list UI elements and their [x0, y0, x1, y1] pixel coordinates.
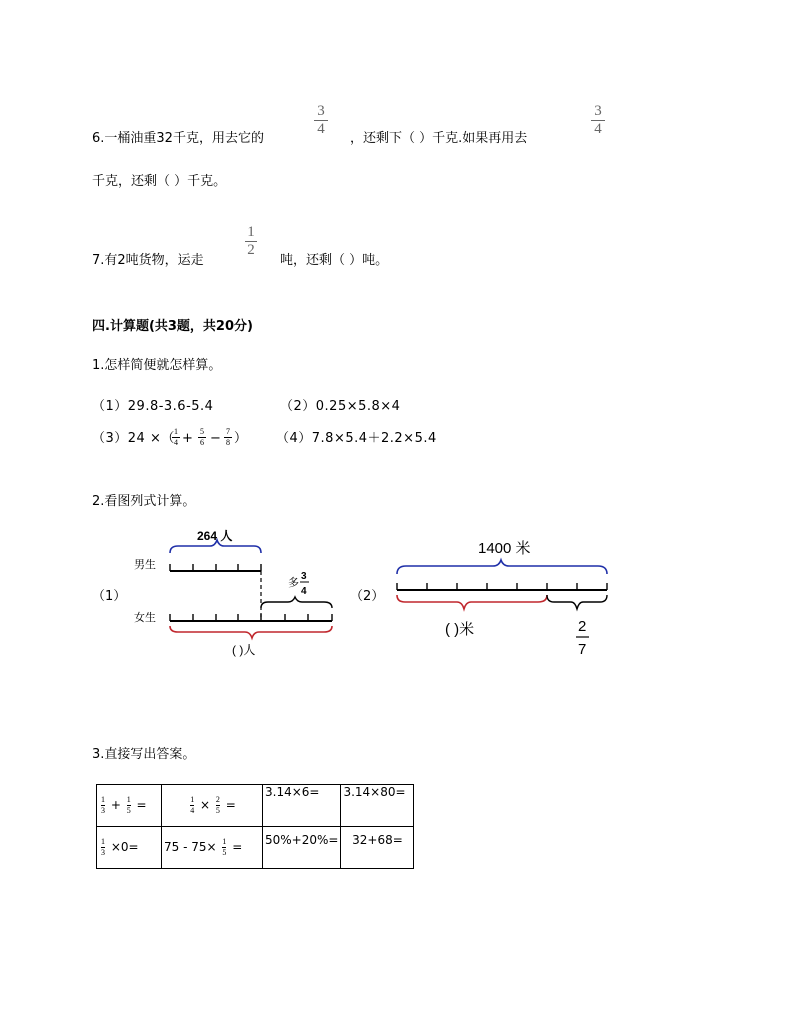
cell-r2c3[interactable]: 50%+20%=: [263, 827, 341, 869]
diagram-1-more-frac-num: 3: [301, 571, 307, 582]
cell-r2c1-tail: ×0=: [110, 840, 139, 854]
cell-r1c1-op: +: [110, 798, 121, 812]
q1-item-3: [92, 431, 175, 447]
cell-r1c1[interactable]: [97, 785, 162, 827]
diagram-1-girls-label: 女生: [134, 612, 156, 624]
q6-text-part1: 6.一桶油重32千克，用去它的: [92, 131, 264, 146]
q7-text-part1: 7.有2吨货物，运走: [92, 253, 204, 268]
q7-fraction: 1 2: [245, 225, 257, 258]
q1-item-3-op2: −: [210, 431, 221, 446]
diagram-1: [130, 520, 350, 670]
cell-r1c2-frac-1: $\frac{1}{4}$: [190, 795, 195, 815]
diagram-1-boys-label: 男生: [134, 559, 156, 571]
q6-fraction-2: 3 4: [591, 104, 605, 137]
diagram-2-label: （2）: [350, 589, 385, 604]
q1-item-3-frac-1: 1 4: [174, 427, 178, 447]
cell-r1c1-frac-1: $\frac{1}{3}$: [101, 795, 105, 815]
q1-item-4: （4）7.8×5.4＋2.2×5.4: [276, 431, 437, 446]
cell-r1c2-eq: =: [225, 798, 236, 812]
section-heading: 四.计算题(共3题，共20分): [92, 319, 253, 334]
cell-r1c1-frac-2: $\frac{1}{5}$: [126, 795, 131, 815]
cell-r1c4[interactable]: 3.14×80=: [341, 785, 414, 827]
q1-item-2: （2）0.25×5.8×4: [280, 399, 401, 414]
diagram-2-frac-num: 2: [578, 618, 587, 635]
cell-r1c1-eq: =: [136, 798, 147, 812]
q1-item-3-prefix: （3）24 ×（: [92, 431, 175, 446]
cell-r1c2[interactable]: [162, 785, 263, 827]
diagram-2-answer: ( )米: [445, 621, 475, 638]
diagram-2-frac-den: 7: [578, 641, 587, 658]
q6-text-part3: 千克，还剩（ ）千克。: [92, 174, 227, 189]
q1-title: 1.怎样简便就怎样算。: [92, 358, 222, 373]
q6-line1-cont: [350, 131, 527, 147]
q7-line: [92, 253, 204, 269]
diagram-1-more-text: 多: [288, 577, 299, 589]
q2-title: 2.看图列式计算。: [92, 494, 196, 509]
q6-fraction-1: 3 4: [314, 104, 328, 137]
cell-r1c2-frac-2: $\frac{2}{5}$: [215, 795, 220, 815]
q7-text-part2: 吨，还剩（ ）吨。: [280, 253, 389, 268]
diagram-1-answer: ( )人: [232, 643, 256, 657]
q3-title: 3.直接写出答案。: [92, 747, 196, 762]
cell-r2c1[interactable]: [97, 827, 162, 869]
cell-r2c2-head: 75 - 75×: [164, 840, 217, 854]
cell-r2c2-eq: =: [232, 840, 243, 854]
diagram-1-more-frac-den: 4: [301, 586, 307, 597]
q1-item-3-op1: +: [182, 431, 193, 446]
cell-r2c4[interactable]: 32+68=: [341, 827, 414, 869]
cell-r1c3[interactable]: 3.14×6=: [263, 785, 341, 827]
q1-item-1: （1）29.8-3.6-5.4: [92, 399, 214, 414]
cell-r2c2[interactable]: [162, 827, 263, 869]
q1-item-3-frac-3: 7 8: [226, 427, 230, 447]
diagram-1-top-value: 264 人: [197, 529, 233, 543]
q1-item-3-suffix: ）: [234, 431, 248, 446]
diagram-2-top-value: 1400 米: [478, 540, 531, 557]
q7-line-cont: [280, 253, 388, 269]
cell-r2c1-frac-1: $\frac{1}{3}$: [101, 837, 105, 857]
q6-line2: [92, 174, 226, 190]
q6-line1: [92, 131, 264, 147]
diagram-1-label: （1）: [92, 589, 127, 604]
answer-table: [96, 784, 414, 869]
q6-text-part2: ，还剩下（ ）千克.如果再用去: [350, 131, 528, 146]
q1-item-3-frac-2: 5 6: [200, 427, 204, 447]
diagram-2: [390, 530, 620, 665]
cell-r2c2-frac-1: $\frac{1}{5}$: [222, 837, 227, 857]
cell-r1c2-op: ×: [200, 798, 211, 812]
